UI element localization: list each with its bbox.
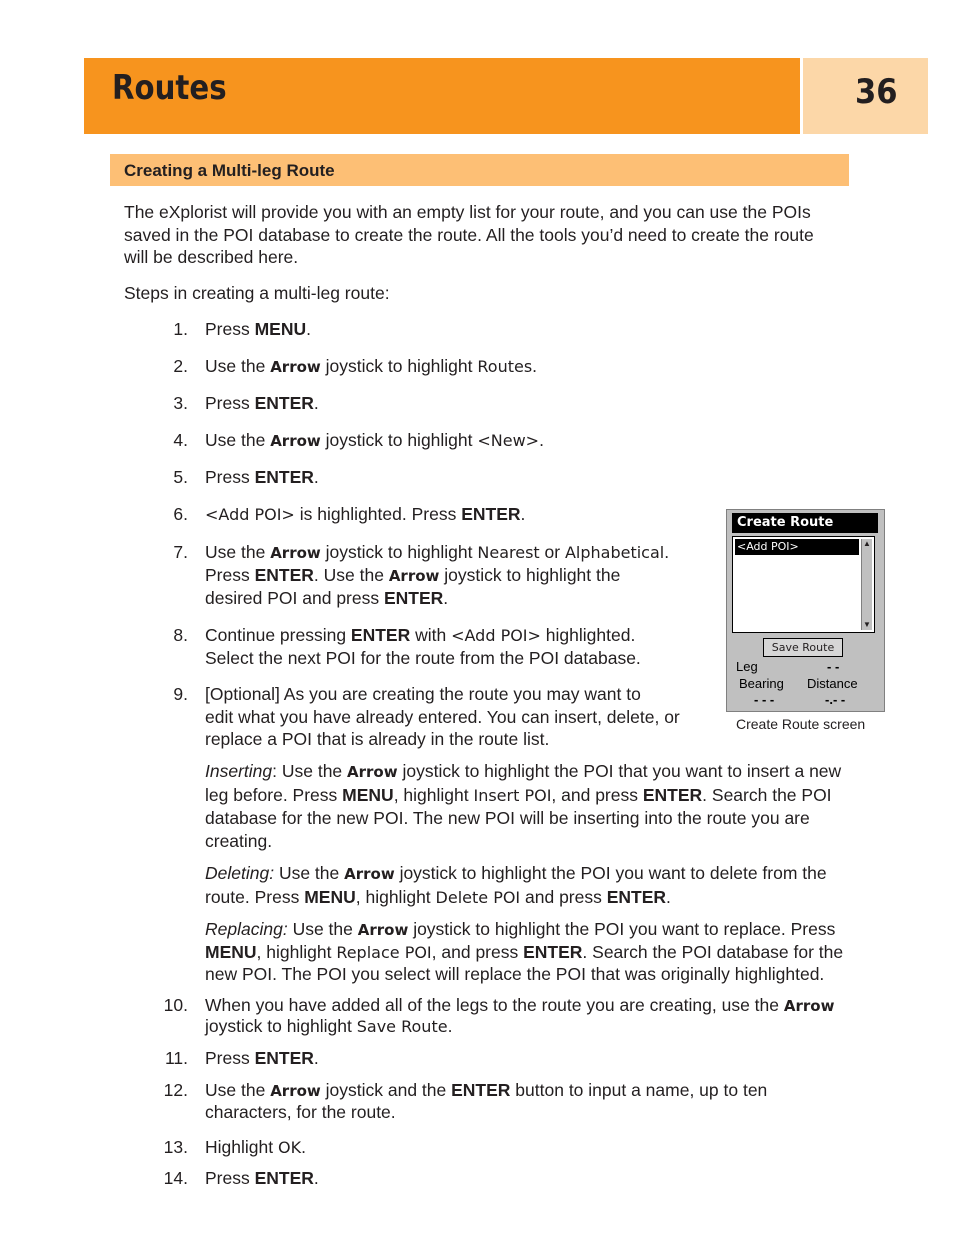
step-text: [205, 355, 537, 379]
step-number: 11.: [164, 1048, 188, 1068]
text-run: .: [313, 393, 319, 413]
text-run: MENU: [304, 887, 356, 907]
step-text: [205, 1101, 396, 1124]
text-run: Use the: [205, 542, 271, 562]
step-number: 7.: [173, 542, 188, 562]
text-run: .: [313, 1048, 319, 1068]
text-run: and press: [520, 887, 607, 907]
chapter-title: Routes: [112, 68, 227, 108]
step-number: 1.: [173, 319, 188, 339]
text-run: Replacing:: [205, 919, 288, 939]
text-run: Use the: [205, 1080, 271, 1100]
scroll-up-icon: ▲: [863, 539, 871, 548]
text-run: Replace POI: [336, 943, 432, 962]
text-run: , highlight: [355, 887, 436, 907]
step-text: [205, 807, 810, 830]
step-text: [205, 587, 448, 610]
text-run: .: [313, 1168, 319, 1188]
step-text: [205, 830, 272, 853]
text-run: Deleting:: [205, 863, 275, 883]
text-run: button to input a name, up to ten: [510, 1080, 768, 1100]
step-text: [205, 318, 311, 341]
text-run: joystick to highlight: [320, 430, 478, 450]
step-text: [205, 918, 835, 942]
text-run: .: [666, 887, 671, 907]
scroll-down-icon: ▼: [863, 620, 871, 629]
step-text: [205, 541, 669, 565]
step-text: [205, 886, 671, 909]
create-route-screen: [726, 509, 885, 712]
text-run: joystick to highlight: [320, 542, 478, 562]
text-run: ENTER: [383, 588, 444, 608]
text-run: creating.: [205, 831, 273, 851]
steps-heading: Steps in creating a multi-leg route:: [124, 283, 390, 303]
text-run: ENTER: [254, 1168, 314, 1188]
step-number: 8.: [173, 625, 188, 645]
text-run: leg before. Press: [205, 785, 343, 805]
text-run: characters, for the route.: [205, 1102, 396, 1122]
text-run: Continue pressing: [205, 625, 351, 645]
section-header: [110, 154, 849, 186]
step-text: [205, 564, 620, 588]
text-run: is highlighted. Press: [294, 504, 462, 524]
text-run: Arrow: [347, 763, 398, 781]
step-text: [205, 706, 680, 729]
text-run: , and press: [551, 785, 643, 805]
step-text: [205, 683, 641, 706]
text-run: Highlight: [205, 1137, 278, 1157]
step-text: [205, 760, 841, 784]
text-run: .: [306, 319, 312, 339]
text-run: : Use the: [272, 761, 348, 781]
text-run: Press: [205, 393, 255, 413]
step-text: [205, 624, 635, 647]
text-run: ENTER: [642, 785, 703, 805]
text-run: Routes: [477, 357, 533, 376]
text-run: . Search the POI database for the: [582, 942, 844, 962]
text-run: .: [664, 542, 670, 562]
bearing-value: - - -: [754, 692, 775, 707]
text-run: ENTER: [606, 887, 667, 907]
chapter-header: [84, 58, 800, 134]
text-run: Arrow: [344, 865, 395, 883]
step-number: 13.: [163, 1137, 188, 1157]
text-run: <Add POI>: [451, 626, 541, 645]
distance-label: Distance: [807, 676, 858, 691]
step-text: [205, 862, 827, 886]
text-run: ENTER: [451, 1080, 511, 1100]
text-run: joystick to highlight the POI you want to replace. Press: [408, 919, 836, 939]
text-run: , and press: [431, 942, 524, 962]
text-run: Press: [205, 1048, 255, 1068]
step-text: [205, 429, 544, 453]
text-run: , highlight: [393, 785, 474, 805]
text-run: joystick to highlight the POI you want to delete from the: [394, 863, 827, 883]
figure-caption: Create Route screen: [736, 716, 866, 732]
text-run: Insert POI: [473, 786, 552, 805]
intro-line: will be described here.: [124, 247, 299, 267]
intro-line: saved in the POI database to create the route. All the tools you’d need to create the route: [124, 225, 814, 245]
text-run: route. Press: [205, 887, 305, 907]
text-run: Press: [205, 565, 255, 585]
text-run: Select the next POI for the route from the POI database.: [205, 648, 641, 668]
text-run: ENTER: [523, 942, 583, 962]
step-number: 10.: [163, 995, 188, 1015]
scrollbar: [861, 539, 872, 630]
text-run: ENTER: [254, 467, 314, 487]
text-run: Save Route: [356, 1017, 448, 1036]
text-run: Arrow: [270, 1082, 321, 1100]
add-poi-item: <Add POI>: [735, 539, 859, 555]
step-number: 9.: [173, 684, 188, 704]
text-run: joystick and the: [320, 1080, 452, 1100]
text-run: . Use the: [313, 565, 389, 585]
text-run: .: [520, 504, 526, 524]
text-run: ENTER: [461, 504, 521, 524]
text-run: , highlight: [256, 942, 337, 962]
text-run: joystick to highlight the: [439, 565, 621, 585]
step-text: [205, 728, 549, 751]
page-number: 36: [855, 72, 898, 112]
text-run: Arrow: [270, 432, 321, 450]
text-run: . Search the POI: [702, 785, 832, 805]
text-run: joystick to highlight: [205, 1016, 357, 1036]
text-run: OK: [277, 1138, 302, 1157]
text-run: Nearest: [477, 543, 540, 562]
step-number: 3.: [173, 393, 188, 413]
text-run: Arrow: [270, 544, 321, 562]
text-run: MENU: [254, 319, 307, 339]
text-run: MENU: [205, 942, 257, 962]
text-run: Press: [205, 1168, 255, 1188]
step-text: [205, 466, 319, 489]
screen-title: Create Route: [732, 513, 878, 533]
section-title: Creating a Multi-leg Route: [124, 161, 335, 180]
text-run: <New>: [477, 431, 540, 450]
text-run: with: [410, 625, 452, 645]
text-run: .: [301, 1137, 306, 1157]
step-text: [205, 1015, 452, 1038]
text-run: .: [539, 430, 544, 450]
text-run: highlighted.: [540, 625, 636, 645]
distance-value: -.- -: [825, 692, 846, 707]
text-run: Use the: [205, 430, 271, 450]
text-run: MENU: [342, 785, 394, 805]
text-run: Press: [205, 319, 255, 339]
step-text: [205, 647, 641, 670]
route-list: [732, 536, 875, 633]
step-text: [205, 1167, 319, 1190]
step-text: [205, 392, 319, 415]
text-run: ENTER: [254, 1048, 314, 1068]
text-run: ENTER: [254, 565, 314, 585]
save-route-button: Save Route: [763, 638, 843, 657]
text-run: desired POI and press: [205, 588, 384, 608]
step-text: [205, 1079, 767, 1103]
text-run: edit what you have already entered. You can insert, delete, or: [205, 707, 680, 727]
text-run: Arrow: [270, 358, 321, 376]
text-run: <Add POI>: [205, 505, 295, 524]
text-run: Press: [205, 467, 255, 487]
text-run: Arrow: [388, 567, 440, 585]
step-text: [205, 941, 843, 964]
text-run: joystick to highlight: [320, 356, 478, 376]
intro-line: The eXplorist will provide you with an empty list for your route, and you can use the POIs: [124, 202, 811, 222]
step-text: [205, 503, 525, 526]
step-text: [205, 963, 824, 986]
step-text: [205, 1047, 319, 1070]
text-run: Delete POI: [435, 888, 521, 907]
text-run: [Optional] As you are creating the route you may want to: [205, 684, 641, 704]
leg-value: - -: [827, 659, 840, 674]
text-run: Arrow: [783, 997, 835, 1015]
bearing-label: Bearing: [739, 676, 784, 691]
step-text: [205, 784, 832, 807]
page-number-box: [803, 58, 928, 134]
text-run: When you have added all of the legs to the route you are creating, use the: [205, 995, 784, 1015]
text-run: ENTER: [254, 393, 314, 413]
text-run: joystick to highlight the POI that you want to insert a new: [397, 761, 842, 781]
text-run: .: [313, 467, 319, 487]
text-run: Use the: [274, 863, 345, 883]
text-run: new POI. The POI you select will replace the POI that was originally highlighted.: [205, 964, 825, 984]
text-run: .: [447, 1016, 453, 1036]
text-run: .: [443, 588, 449, 608]
text-run: or: [539, 542, 565, 562]
text-run: Use the: [205, 356, 271, 376]
text-run: Use the: [287, 919, 358, 939]
text-run: Inserting: [205, 761, 273, 781]
text-run: replace a POI that is already in the route list.: [205, 729, 550, 749]
leg-label: Leg: [736, 659, 758, 674]
step-number: 4.: [173, 430, 188, 450]
text-run: Alphabetical: [564, 543, 665, 562]
step-number: 12.: [163, 1080, 188, 1100]
step-number: 5.: [173, 467, 188, 487]
step-number: 14.: [163, 1168, 188, 1188]
text-run: Arrow: [357, 921, 409, 939]
text-run: ENTER: [350, 625, 411, 645]
text-run: .: [532, 356, 538, 376]
step-number: 2.: [173, 356, 188, 376]
step-text: [205, 1136, 306, 1159]
text-run: database for the new POI. The new POI will be inserting into the route you are: [205, 808, 810, 828]
step-number: 6.: [173, 504, 188, 524]
